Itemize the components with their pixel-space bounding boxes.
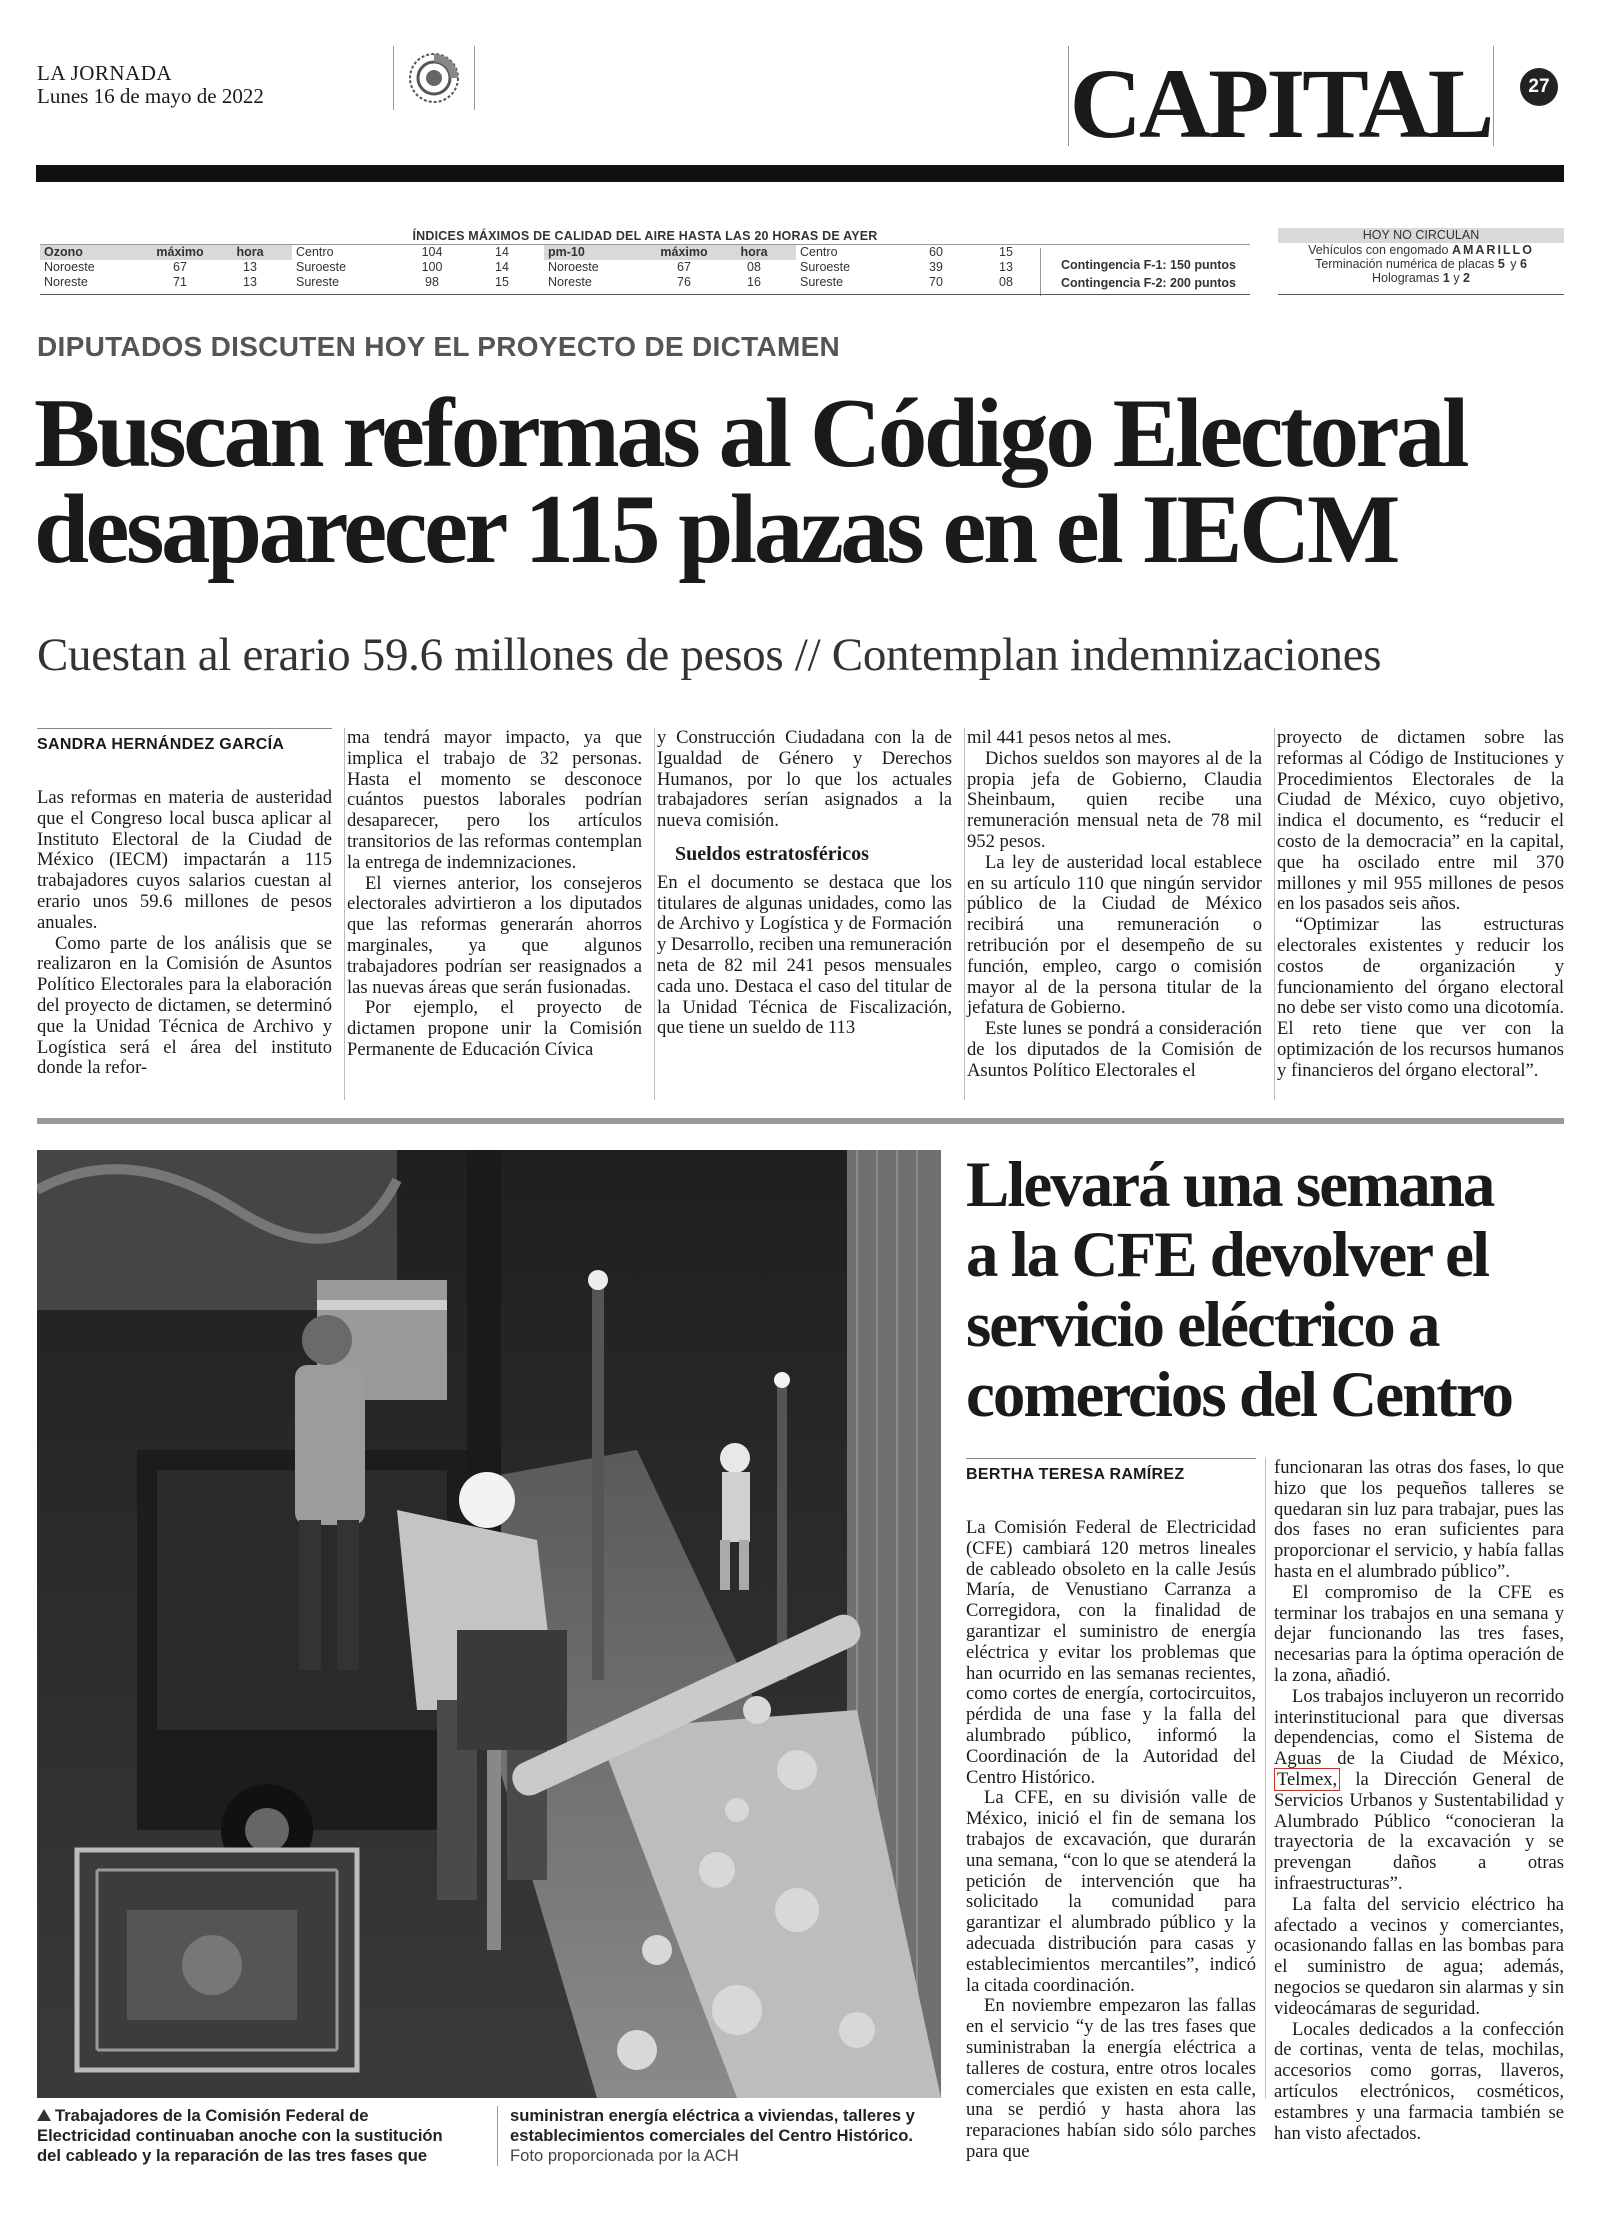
story-kicker: DIPUTADOS DISCUTEN HOY EL PROYECTO DE DICTAMEN [37, 331, 841, 362]
table-cell: Sureste [296, 275, 340, 289]
news-photo [37, 1150, 941, 2098]
paragraph: La falta del servicio eléctrico ha afectado a vecinos y comerciantes, ocasionando fallas en las bombas para el suministro de agua; además, negocios se quedaron sin alarmas y sin videocámaras de seguridad. [1274, 1893, 1564, 2019]
table-cell: Sureste [800, 275, 844, 289]
table-cell: 70 [929, 275, 943, 289]
masthead-info [37, 62, 264, 108]
article-column [966, 1458, 1256, 2163]
highlighted-term: Telmex, [1274, 1768, 1340, 1791]
headline-line: a la CFE devolver el [966, 1219, 1489, 1291]
section-title: CAPITAL [1069, 48, 1492, 159]
article-column [37, 728, 332, 1079]
table-cell: 104 [421, 245, 443, 259]
table-cell: hora [236, 245, 264, 259]
paragraph: Por ejemplo, el proyecto de dictamen propone unir la Comisión Permanente de Educación Cívica [347, 997, 642, 1060]
paragraph: proyecto de dictamen sobre las reformas al Código de Instituciones y Procedimientos Electorales de la Ciudad de México, cuyo objetivo, indica el documento, es “reducir el costo de la democracia” en la capital, que ha oscilado entre mil 370 millones y mil 955 millones de pesos en los pasados seis años. [1277, 727, 1564, 915]
divider [1274, 728, 1275, 1100]
table-cell: 13 [243, 275, 257, 289]
paragraph: Este lunes se pondrá a consideración de los diputados de la Comisión de Asuntos Político Electorales el [967, 1018, 1262, 1081]
paragraph: En el documento se destaca que los titulares de algunas unidades, como las de Archivo y Logística y de Formación y Desarrollo, reciben una remuneración neta de 82 mil 241 pesos mensuales cada uno. Destaca el caso del titular de la Unidad Técnica de Fiscalización, que tiene un sueldo de 113 [657, 871, 952, 1039]
masthead-rule [36, 165, 1564, 182]
table-cell: 100 [421, 260, 443, 274]
table-cell: 60 [929, 245, 943, 259]
byline: BERTHA TERESA RAMÍREZ [966, 1458, 1256, 1518]
article-column [1277, 728, 1564, 1082]
table-cell: 15 [495, 275, 509, 289]
paragraph: La CFE, en su división valle de México, inició el fin de semana los trabajos de excavación, que durarán una semana, “con lo que se atenderá la petición de intervención que ha solicitado la comunidad para garantizar el alumbrado público y la adecuada distribución para casas y establecimientos mercantiles”, indicó la citada coordinación. [966, 1787, 1256, 1996]
headline-line: comercios del Centro [966, 1359, 1513, 1431]
caption-triangle-icon [37, 2109, 51, 2121]
table-cell: 16 [747, 275, 761, 289]
paragraph: Locales dedicados a la confección de cortinas, venta de telas, mochilas, accesorios como gorras, llaveros, artículos electrónicos, cosméticos, estambres y una farmacia también se han visto afectados. [1274, 2018, 1564, 2144]
caption-text: suministran energía eléctrica a viviendas, talleres y establecimientos comerciales del Centro Histórico. [510, 2106, 915, 2145]
divider [654, 728, 655, 1100]
table-cell: 67 [173, 260, 187, 274]
table-cell: 13 [243, 260, 257, 274]
story-body [966, 1457, 1564, 2162]
plate-digit: 6 [1519, 257, 1527, 271]
article-column [347, 728, 642, 1061]
air-quality-title: ÍNDICES MÁXIMOS DE CALIDAD DEL AIRE HASTA LAS 20 HORAS DE AYER [40, 228, 1250, 245]
main-subhead: Cuestan al erario 59.6 millones de pesos // Contemplan indemnizaciones [37, 629, 1382, 681]
story-body [37, 728, 1564, 1101]
headline-line: Buscan reformas al Código Electoral [34, 379, 1467, 488]
paragraph: La ley de austeridad local establece en su artículo 110 que ningún servidor público de la Ciudad de México recibirá una remuneración o retribución por el desempeño de su función, empleo, cargo o comisión mayor al de la persona titular de la jefatura de Gobierno. [967, 851, 1262, 1019]
air-quality-block [544, 245, 796, 290]
paragraph: “Optimizar las estructuras electorales existentes y reducir los costos de organización y funcionamiento del órgano electoral no debe ser visto como una dicotomía. El reto tiene que ver con la optimización de los recursos humanos y financieros del órgano electoral”. [1277, 914, 1564, 1081]
label: y [1510, 257, 1517, 271]
paragraph [1274, 1687, 1564, 1895]
hologram-number: 2 [1463, 271, 1470, 285]
sticker-line [1278, 243, 1564, 257]
paragraph: ma tendrá mayor impacto, ya que implica el trabajo de 32 personas. Hasta el momento se desconoce cuántos puestos laborales podrían desaparecer, pero los artículos transitorios de las reformas contemplan la entrega de indemnizaciones. [347, 727, 642, 873]
table-cell: Suroeste [296, 260, 347, 274]
table-cell: 71 [173, 275, 187, 289]
section-subhead: Sueldos estratosféricos [675, 842, 869, 865]
table-cell: hora [740, 245, 768, 259]
divider [1265, 1458, 1266, 2098]
headline-line: desaparecer 115 plazas en el IECM [34, 475, 1397, 584]
table-cell: 15 [999, 245, 1013, 259]
air-quality-block [796, 245, 1040, 290]
contingency-f2: Contingencia F-2: 200 puntos [1061, 276, 1237, 290]
text-span: la Dirección General de Servicios Urbanos y Sustentabilidad y Alumbrado Público “conocieran la trayectoria de la excavación y se prevengan daños a otras infraestructuras”. [1274, 1768, 1564, 1894]
caption-text: Trabajadores de la Comisión Federal de Electricidad continuaban anoche con la sustitución del cableado y la reparación de las tres fases que [37, 2106, 443, 2165]
divider [40, 294, 1250, 295]
table-cell: Centro [296, 245, 334, 259]
air-quality-panel [40, 228, 1250, 296]
paragraph: La Comisión Federal de Electricidad (CFE) cambiará 120 metros lineales de cableado obsoleto en la calle Jesús María, de Venustiano Carranza a Corregidora, con la finalidad de garantizar el suministro de energía eléctrica y evitar los problemas que han ocurrido en las semanas recientes, como cortes de energía, cortocircuitos, pérdida de una fase y la falla del alumbrado público, informó la Coordinación de la Autoridad del Centro Histórico. [966, 1517, 1256, 1788]
paragraph: En noviembre empezaron las fallas en el servicio “y de las tres fases que suministraban la energía eléctrica a talleres de costura, entre otros locales comerciales que existen en esta calle, una se perdió y hasta ahora las reparaciones habían sido sólo parches para que [966, 1995, 1256, 2162]
headline-line: Llevará una semana [966, 1149, 1494, 1221]
table-cell: 08 [999, 275, 1013, 289]
table-cell: 76 [677, 275, 691, 289]
table-cell: 39 [929, 260, 943, 274]
plate-digit: 5 [1497, 257, 1507, 271]
paragraph: y Construcción Ciudadana con la de Igualdad de Género y Derechos Humanos, por lo que los actuales trabajadores serían asignados a la nueva comisión. [657, 727, 952, 832]
table-cell: 08 [747, 260, 761, 274]
issue-date: Lunes 16 de mayo de 2022 [37, 84, 264, 108]
table-cell: pm-10 [548, 245, 585, 259]
article-column [657, 728, 952, 1039]
table-cell: Noroeste [44, 260, 95, 274]
table-cell: 14 [495, 260, 509, 274]
divider [964, 728, 965, 1100]
label: y [1453, 271, 1460, 285]
table-cell: máximo [660, 245, 708, 259]
contingency-box [1040, 248, 1250, 296]
air-quality-block [40, 245, 292, 290]
divider [1278, 294, 1564, 295]
table-cell: 67 [677, 260, 691, 274]
divider [1493, 46, 1494, 146]
label: Vehículos con engomado [1308, 243, 1449, 257]
table-cell: 13 [999, 260, 1013, 274]
air-quality-block [292, 245, 544, 290]
article-column [967, 728, 1262, 1082]
table-cell: 14 [495, 245, 509, 259]
paragraph: El viernes anterior, los consejeros electorales advirtieron a los diputados que las reformas generarán ahorros marginales, ya que algunos trabajadores podrían ser reasignados a las nuevas áreas que serán fusionadas. [347, 872, 642, 998]
photo-credit: Foto proporcionada por la ACH [510, 2146, 739, 2165]
table-cell: Ozono [44, 245, 83, 259]
hoy-no-circula-title: HOY NO CIRCULAN [1278, 228, 1564, 243]
main-headline [34, 379, 1574, 584]
logo-icon [393, 46, 475, 110]
table-cell: 98 [425, 275, 439, 289]
hologram-line [1278, 271, 1564, 285]
paragraph: funcionaran las otras dos fases, lo que hizo que los pequeños talleres se quedaran sin luz para trabajar, pues las dos fases no eran suficientes para proporcionar el servicio, y había fallas hasta en el alumbrado público”. [1274, 1457, 1564, 1582]
paragraph: El compromiso de la CFE es terminar los trabajos en una semana y dejar funcionando las tres fases, necesarias para la óptima operación de la zona, añadió. [1274, 1581, 1564, 1686]
sticker-color: AMARILLO [1451, 243, 1534, 257]
table-cell: Noreste [548, 275, 592, 289]
article-column [1274, 1458, 1564, 2144]
hologram-number: 1 [1442, 271, 1450, 285]
table-cell: máximo [156, 245, 204, 259]
hoy-no-circula-panel [1278, 228, 1564, 296]
publication-name: LA JORNADA [37, 61, 173, 85]
divider [344, 728, 345, 1100]
paragraph: Como parte de los análisis que se realizaron en la Comisión de Asuntos Político Electorales para la elaboración del proyecto de dictamen, se determinó que la Unidad Técnica de Archivo y Logística será el área del instituto donde la refor- [37, 932, 332, 1079]
paragraph: Las reformas en materia de austeridad que el Congreso local busca aplicar al Instituto Electoral de la Ciudad de México (IECM) impactarán a 115 trabajadores cuyos salarios cuestan al erario unos 59.6 millones de pesos anuales. [37, 787, 332, 933]
table-cell: Centro [800, 245, 838, 259]
table-cell: Noroeste [548, 260, 599, 274]
paragraph: mil 441 pesos netos al mes. [967, 727, 1172, 748]
headline-line: servicio eléctrico a [966, 1289, 1439, 1361]
table-cell: Suroeste [800, 260, 851, 274]
plates-line [1278, 257, 1564, 271]
text-span: Los trabajos incluyeron un recorrido interinstitucional para que diversas dependencias, como el Sistema de Aguas de la Ciudad de México, [1274, 1685, 1564, 1770]
caption-right [497, 2106, 941, 2166]
byline: SANDRA HERNÁNDEZ GARCÍA [37, 728, 332, 788]
section-divider [37, 1118, 1564, 1124]
contingency-f1: Contingencia F-1: 150 puntos [1061, 258, 1237, 272]
table-cell: Noreste [44, 275, 88, 289]
secondary-headline [966, 1150, 1566, 1430]
page-number: 27 [1520, 68, 1558, 106]
caption-left [37, 2106, 467, 2166]
paragraph: Dichos sueldos son mayores al de la propia jefa de Gobierno, Claudia Sheinbaum, quien recibe una remuneración mensual neta de 78 mil 952 pesos. [967, 747, 1262, 852]
label: Hologramas [1372, 271, 1440, 285]
label: Terminación numérica de placas [1315, 257, 1495, 271]
